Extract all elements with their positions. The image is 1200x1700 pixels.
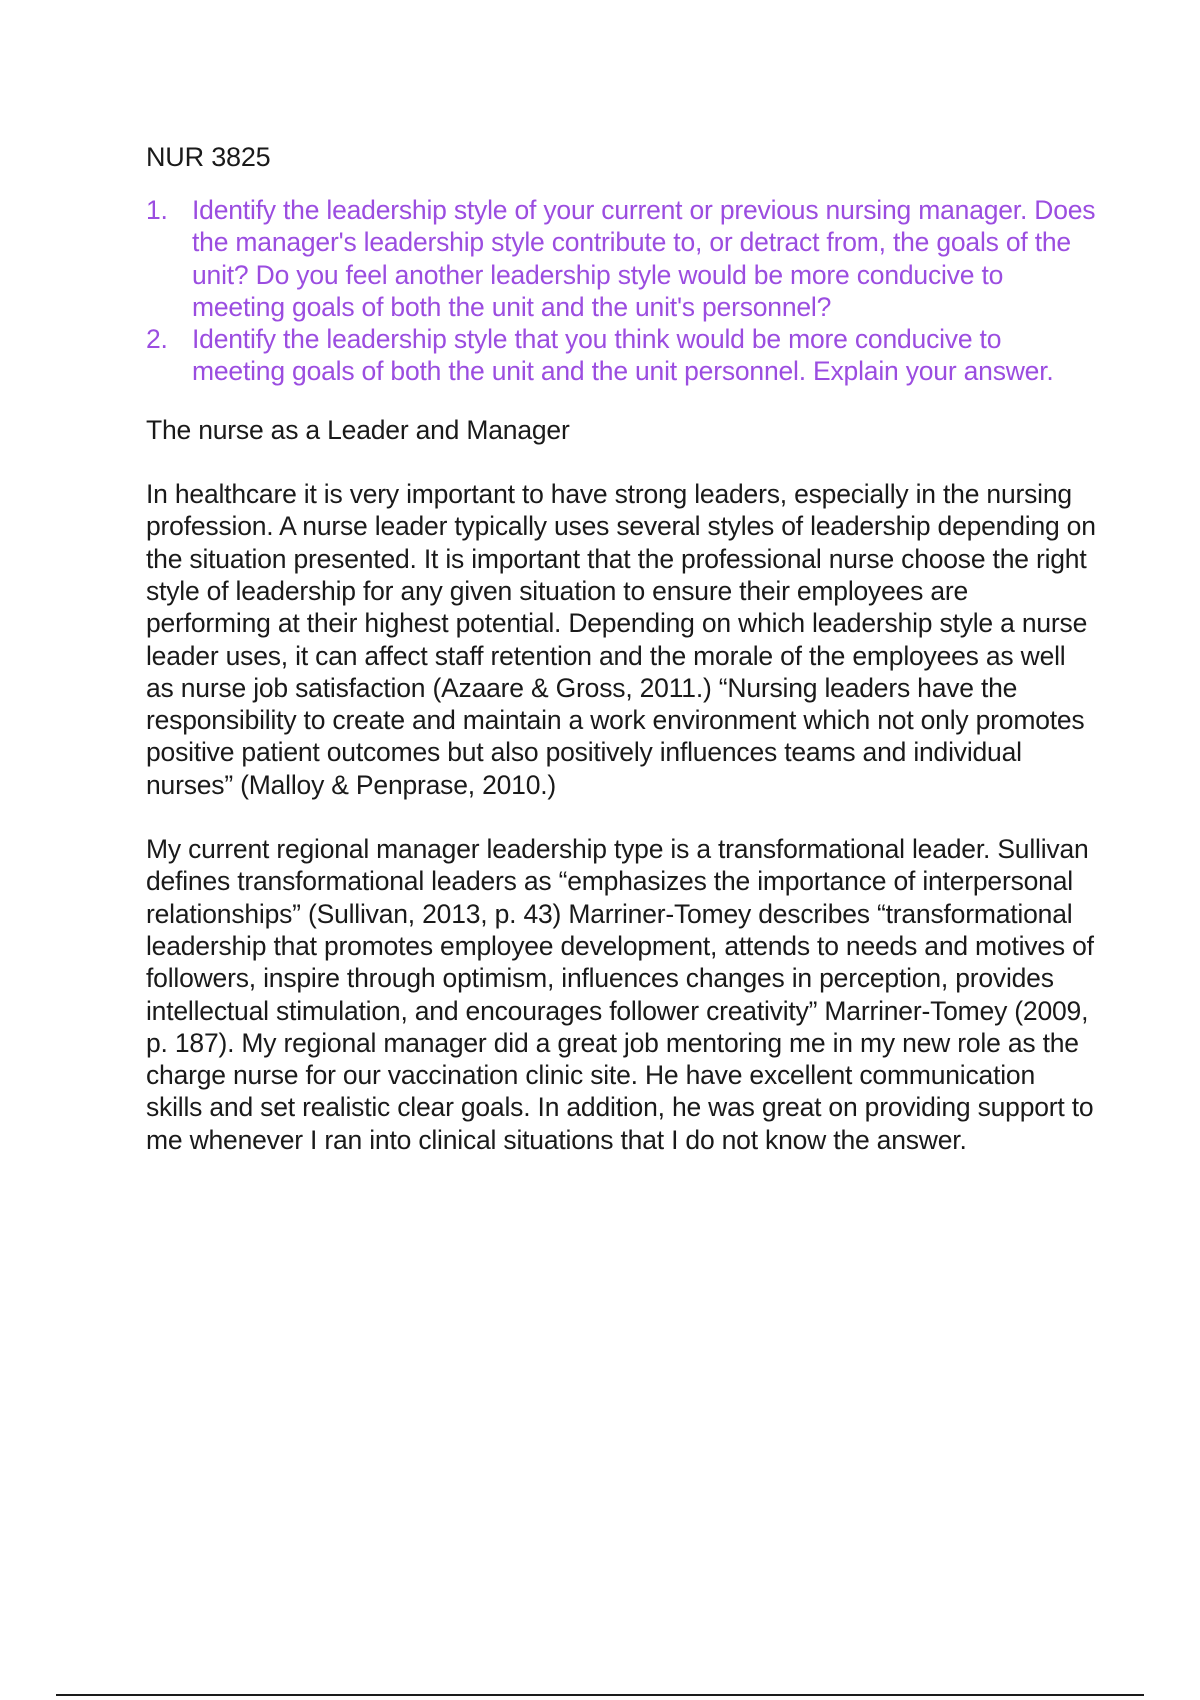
question-text: Identify the leadership style that you think would be more conducive to meeting goals of both the unit and the unit personnel. Explain your answer. [192,324,1054,387]
question-number: 1. [146,195,168,225]
question-list [146,194,1096,388]
question-text: Identify the leadership style of your current or previous nursing manager. Does the manager's leadership style contribute to, or detract from, the goals of the unit? Do you feel another leadership style would be more conducive to meeting goals of both the unit and the unit's personnel? [192,195,1096,322]
question-item-1 [146,194,1096,323]
essay-title: The nurse as a Leader and Manager [146,414,570,445]
question-number: 2. [146,324,168,355]
paragraph-intro: In healthcare it is very important to have strong leaders, especially in the nursing profession. A nurse leader typically uses several styles of leadership depending on the situation presented. It is important that the professional nurse choose the right style of leadership for any given situation to ensure their employees are performing at their highest potential. Depending on which leadership style a nurse leader uses, it can affect staff retention and the morale of the employees as well as nurse job satisfaction (Azaare & Gross, 2011.) “Nursing leaders have the responsibility to create and maintain a work environment which not only promotes positive patient outcomes but also positively influences teams and individual nurses” (Malloy & Penprase, 2010.) [146,479,1096,800]
question-item-2 [146,323,1096,388]
paragraph-manager: My current regional manager leadership type is a transformational leader. Sullivan defines transformational leaders as “emphasizes the importance of interpersonal relationships” (Sullivan, 2013, p. 43) Marriner-Tomey describes “transformational leadership that promotes employee development, attends to needs and motives of followers, inspire through optimism, influences changes in perception, provides intellectual stimulation, and encourages follower creativity” Marriner-Tomey (2009, p. 187). My regional manager did a great job mentoring me in my new role as the charge nurse for our vaccination clinic site. He have excellent communication skills and set realistic clear goals. In addition, he was great on providing support to me whenever I ran into clinical situations that I do not know the answer. [146,834,1094,1155]
course-code: NUR 3825 [146,142,271,172]
document-page [146,140,1096,1188]
bottom-divider [56,1694,1144,1696]
